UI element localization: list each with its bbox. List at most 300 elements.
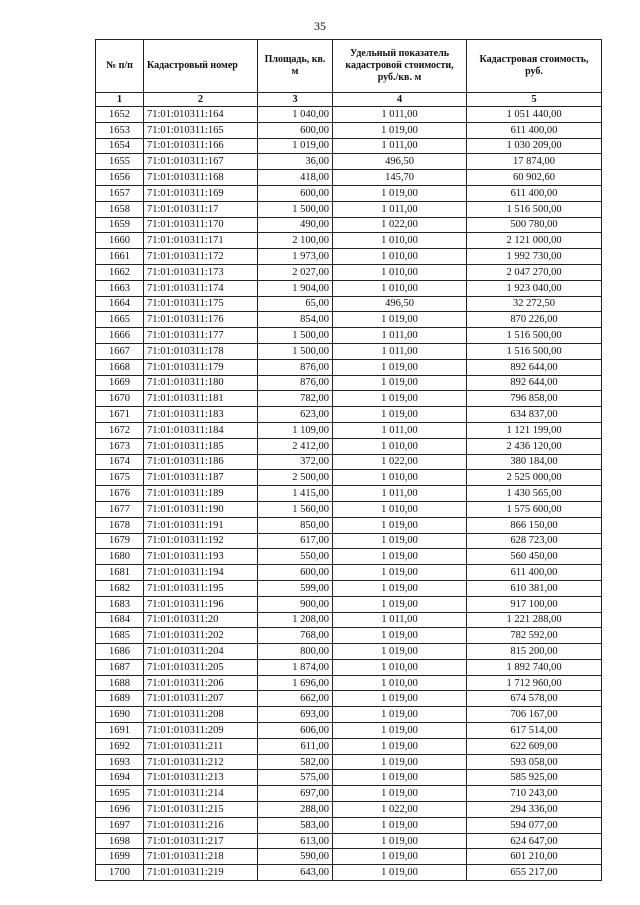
row-number-cell: 1691 bbox=[96, 723, 144, 739]
row-number-cell: 1658 bbox=[96, 201, 144, 217]
cadastral-number-cell: 71:01:010311:211 bbox=[144, 738, 258, 754]
table-row bbox=[96, 770, 602, 786]
area-cell: 643,00 bbox=[258, 865, 333, 881]
table-row bbox=[96, 233, 602, 249]
cadastral-value-cell: 2 121 000,00 bbox=[467, 233, 602, 249]
table-row bbox=[96, 470, 602, 486]
table-header-row bbox=[96, 40, 602, 93]
cadastral-number-cell: 71:01:010311:205 bbox=[144, 659, 258, 675]
cadastral-value-cell: 655 217,00 bbox=[467, 865, 602, 881]
cadastral-value-cell: 611 400,00 bbox=[467, 122, 602, 138]
page-number: 35 bbox=[314, 19, 326, 33]
cadastral-value-cell: 1 892 740,00 bbox=[467, 659, 602, 675]
cadastral-number-cell: 71:01:010311:212 bbox=[144, 754, 258, 770]
header-area: Площадь, кв. м bbox=[258, 40, 333, 93]
area-cell: 582,00 bbox=[258, 754, 333, 770]
specific-value-cell: 1 011,00 bbox=[333, 107, 467, 123]
row-number-cell: 1682 bbox=[96, 580, 144, 596]
row-number-cell: 1698 bbox=[96, 833, 144, 849]
table-row bbox=[96, 343, 602, 359]
specific-value-cell: 1 010,00 bbox=[333, 501, 467, 517]
table-row bbox=[96, 201, 602, 217]
row-number-cell: 1670 bbox=[96, 391, 144, 407]
area-cell: 662,00 bbox=[258, 691, 333, 707]
area-cell: 768,00 bbox=[258, 628, 333, 644]
area-cell: 599,00 bbox=[258, 580, 333, 596]
specific-value-cell: 1 019,00 bbox=[333, 185, 467, 201]
table-row bbox=[96, 170, 602, 186]
specific-value-cell: 1 019,00 bbox=[333, 122, 467, 138]
cadastral-value-cell: 628 723,00 bbox=[467, 533, 602, 549]
row-number-cell: 1663 bbox=[96, 280, 144, 296]
area-cell: 1 973,00 bbox=[258, 249, 333, 265]
specific-value-cell: 1 022,00 bbox=[333, 454, 467, 470]
table-row bbox=[96, 217, 602, 233]
cadastral-value-cell: 782 592,00 bbox=[467, 628, 602, 644]
table-row bbox=[96, 802, 602, 818]
specific-value-cell: 1 019,00 bbox=[333, 865, 467, 881]
cadastral-number-cell: 71:01:010311:174 bbox=[144, 280, 258, 296]
header-cadastral-value: Кадастровая стоимость, руб. bbox=[467, 40, 602, 93]
area-cell: 1 208,00 bbox=[258, 612, 333, 628]
row-number-cell: 1692 bbox=[96, 738, 144, 754]
table-row bbox=[96, 533, 602, 549]
header-row-number: № п/п bbox=[96, 40, 144, 93]
cadastral-value-cell: 815 200,00 bbox=[467, 644, 602, 660]
area-cell: 850,00 bbox=[258, 517, 333, 533]
table-row bbox=[96, 517, 602, 533]
area-cell: 600,00 bbox=[258, 565, 333, 581]
cadastral-value-cell: 1 121 199,00 bbox=[467, 422, 602, 438]
table-row bbox=[96, 296, 602, 312]
cadastral-value-cell: 500 780,00 bbox=[467, 217, 602, 233]
cadastral-value-cell: 866 150,00 bbox=[467, 517, 602, 533]
column-number: 1 bbox=[96, 93, 144, 107]
column-number: 3 bbox=[258, 93, 333, 107]
table-row bbox=[96, 122, 602, 138]
table-row bbox=[96, 580, 602, 596]
area-cell: 1 696,00 bbox=[258, 675, 333, 691]
area-cell: 1 560,00 bbox=[258, 501, 333, 517]
cadastral-value-cell: 1 051 440,00 bbox=[467, 107, 602, 123]
cadastral-number-cell: 71:01:010311:17 bbox=[144, 201, 258, 217]
cadastral-number-cell: 71:01:010311:206 bbox=[144, 675, 258, 691]
area-cell: 800,00 bbox=[258, 644, 333, 660]
specific-value-cell: 1 019,00 bbox=[333, 754, 467, 770]
specific-value-cell: 1 019,00 bbox=[333, 359, 467, 375]
specific-value-cell: 1 010,00 bbox=[333, 233, 467, 249]
table-row bbox=[96, 707, 602, 723]
specific-value-cell: 1 019,00 bbox=[333, 817, 467, 833]
cadastral-value-cell: 917 100,00 bbox=[467, 596, 602, 612]
cadastral-number-cell: 71:01:010311:170 bbox=[144, 217, 258, 233]
specific-value-cell: 1 019,00 bbox=[333, 786, 467, 802]
table-row bbox=[96, 249, 602, 265]
specific-value-cell: 1 019,00 bbox=[333, 312, 467, 328]
table-row bbox=[96, 328, 602, 344]
area-cell: 600,00 bbox=[258, 185, 333, 201]
row-number-cell: 1686 bbox=[96, 644, 144, 660]
area-cell: 876,00 bbox=[258, 375, 333, 391]
cadastral-number-cell: 71:01:010311:189 bbox=[144, 486, 258, 502]
cadastral-value-table bbox=[95, 39, 602, 881]
cadastral-number-cell: 71:01:010311:20 bbox=[144, 612, 258, 628]
row-number-cell: 1684 bbox=[96, 612, 144, 628]
table-row bbox=[96, 691, 602, 707]
row-number-cell: 1700 bbox=[96, 865, 144, 881]
area-cell: 2 500,00 bbox=[258, 470, 333, 486]
specific-value-cell: 1 011,00 bbox=[333, 422, 467, 438]
cadastral-number-cell: 71:01:010311:209 bbox=[144, 723, 258, 739]
table-row bbox=[96, 280, 602, 296]
specific-value-cell: 1 010,00 bbox=[333, 659, 467, 675]
cadastral-number-cell: 71:01:010311:194 bbox=[144, 565, 258, 581]
area-cell: 854,00 bbox=[258, 312, 333, 328]
cadastral-value-cell: 674 578,00 bbox=[467, 691, 602, 707]
cadastral-value-cell: 601 210,00 bbox=[467, 849, 602, 865]
table-row bbox=[96, 407, 602, 423]
cadastral-number-cell: 71:01:010311:217 bbox=[144, 833, 258, 849]
row-number-cell: 1665 bbox=[96, 312, 144, 328]
specific-value-cell: 1 011,00 bbox=[333, 612, 467, 628]
table-row bbox=[96, 438, 602, 454]
cadastral-number-cell: 71:01:010311:165 bbox=[144, 122, 258, 138]
specific-value-cell: 1 019,00 bbox=[333, 517, 467, 533]
table-row bbox=[96, 628, 602, 644]
row-number-cell: 1681 bbox=[96, 565, 144, 581]
cadastral-number-cell: 71:01:010311:166 bbox=[144, 138, 258, 154]
cadastral-number-cell: 71:01:010311:178 bbox=[144, 343, 258, 359]
area-cell: 1 500,00 bbox=[258, 343, 333, 359]
specific-value-cell: 1 011,00 bbox=[333, 138, 467, 154]
cadastral-number-cell: 71:01:010311:208 bbox=[144, 707, 258, 723]
area-cell: 1 040,00 bbox=[258, 107, 333, 123]
table-row bbox=[96, 849, 602, 865]
specific-value-cell: 1 019,00 bbox=[333, 407, 467, 423]
specific-value-cell: 1 011,00 bbox=[333, 486, 467, 502]
cadastral-number-cell: 71:01:010311:190 bbox=[144, 501, 258, 517]
specific-value-cell: 1 019,00 bbox=[333, 770, 467, 786]
specific-value-cell: 1 022,00 bbox=[333, 802, 467, 818]
cadastral-value-cell: 17 874,00 bbox=[467, 154, 602, 170]
area-cell: 900,00 bbox=[258, 596, 333, 612]
cadastral-value-cell: 622 609,00 bbox=[467, 738, 602, 754]
row-number-cell: 1655 bbox=[96, 154, 144, 170]
row-number-cell: 1675 bbox=[96, 470, 144, 486]
row-number-cell: 1678 bbox=[96, 517, 144, 533]
table-row bbox=[96, 786, 602, 802]
table-row bbox=[96, 549, 602, 565]
cadastral-value-cell: 380 184,00 bbox=[467, 454, 602, 470]
area-cell: 1 019,00 bbox=[258, 138, 333, 154]
row-number-cell: 1654 bbox=[96, 138, 144, 154]
row-number-cell: 1661 bbox=[96, 249, 144, 265]
area-cell: 876,00 bbox=[258, 359, 333, 375]
row-number-cell: 1693 bbox=[96, 754, 144, 770]
cadastral-value-cell: 585 925,00 bbox=[467, 770, 602, 786]
area-cell: 590,00 bbox=[258, 849, 333, 865]
specific-value-cell: 1 019,00 bbox=[333, 833, 467, 849]
area-cell: 600,00 bbox=[258, 122, 333, 138]
specific-value-cell: 1 010,00 bbox=[333, 438, 467, 454]
area-cell: 418,00 bbox=[258, 170, 333, 186]
specific-value-cell: 1 019,00 bbox=[333, 849, 467, 865]
specific-value-cell: 1 010,00 bbox=[333, 264, 467, 280]
specific-value-cell: 145,70 bbox=[333, 170, 467, 186]
area-cell: 693,00 bbox=[258, 707, 333, 723]
area-cell: 372,00 bbox=[258, 454, 333, 470]
table-row bbox=[96, 264, 602, 280]
cadastral-number-cell: 71:01:010311:193 bbox=[144, 549, 258, 565]
row-number-cell: 1656 bbox=[96, 170, 144, 186]
row-number-cell: 1672 bbox=[96, 422, 144, 438]
specific-value-cell: 1 019,00 bbox=[333, 644, 467, 660]
row-number-cell: 1673 bbox=[96, 438, 144, 454]
row-number-cell: 1685 bbox=[96, 628, 144, 644]
cadastral-value-cell: 2 047 270,00 bbox=[467, 264, 602, 280]
area-cell: 606,00 bbox=[258, 723, 333, 739]
area-cell: 2 027,00 bbox=[258, 264, 333, 280]
specific-value-cell: 1 011,00 bbox=[333, 343, 467, 359]
cadastral-value-cell: 706 167,00 bbox=[467, 707, 602, 723]
cadastral-number-cell: 71:01:010311:202 bbox=[144, 628, 258, 644]
row-number-cell: 1688 bbox=[96, 675, 144, 691]
row-number-cell: 1697 bbox=[96, 817, 144, 833]
row-number-cell: 1695 bbox=[96, 786, 144, 802]
cadastral-number-cell: 71:01:010311:207 bbox=[144, 691, 258, 707]
row-number-cell: 1659 bbox=[96, 217, 144, 233]
area-cell: 1 874,00 bbox=[258, 659, 333, 675]
cadastral-number-cell: 71:01:010311:168 bbox=[144, 170, 258, 186]
row-number-cell: 1699 bbox=[96, 849, 144, 865]
table-row bbox=[96, 138, 602, 154]
area-cell: 1 109,00 bbox=[258, 422, 333, 438]
area-cell: 617,00 bbox=[258, 533, 333, 549]
specific-value-cell: 1 010,00 bbox=[333, 249, 467, 265]
cadastral-number-cell: 71:01:010311:215 bbox=[144, 802, 258, 818]
cadastral-number-cell: 71:01:010311:175 bbox=[144, 296, 258, 312]
cadastral-number-cell: 71:01:010311:173 bbox=[144, 264, 258, 280]
area-cell: 36,00 bbox=[258, 154, 333, 170]
area-cell: 1 500,00 bbox=[258, 328, 333, 344]
area-cell: 2 100,00 bbox=[258, 233, 333, 249]
specific-value-cell: 1 010,00 bbox=[333, 675, 467, 691]
specific-value-cell: 1 011,00 bbox=[333, 201, 467, 217]
cadastral-value-cell: 634 837,00 bbox=[467, 407, 602, 423]
table-row bbox=[96, 422, 602, 438]
specific-value-cell: 1 019,00 bbox=[333, 723, 467, 739]
cadastral-value-cell: 617 514,00 bbox=[467, 723, 602, 739]
specific-value-cell: 1 019,00 bbox=[333, 580, 467, 596]
area-cell: 1 904,00 bbox=[258, 280, 333, 296]
area-cell: 1 500,00 bbox=[258, 201, 333, 217]
cadastral-value-cell: 60 902,60 bbox=[467, 170, 602, 186]
specific-value-cell: 1 019,00 bbox=[333, 628, 467, 644]
cadastral-value-cell: 1 516 500,00 bbox=[467, 343, 602, 359]
cadastral-number-cell: 71:01:010311:186 bbox=[144, 454, 258, 470]
cadastral-number-cell: 71:01:010311:187 bbox=[144, 470, 258, 486]
row-number-cell: 1664 bbox=[96, 296, 144, 312]
cadastral-value-cell: 611 400,00 bbox=[467, 185, 602, 201]
specific-value-cell: 1 019,00 bbox=[333, 375, 467, 391]
cadastral-value-cell: 1 221 288,00 bbox=[467, 612, 602, 628]
cadastral-number-cell: 71:01:010311:218 bbox=[144, 849, 258, 865]
row-number-cell: 1674 bbox=[96, 454, 144, 470]
specific-value-cell: 1 019,00 bbox=[333, 691, 467, 707]
table-row bbox=[96, 817, 602, 833]
column-numbers-row bbox=[96, 93, 602, 107]
cadastral-value-cell: 710 243,00 bbox=[467, 786, 602, 802]
cadastral-number-cell: 71:01:010311:216 bbox=[144, 817, 258, 833]
row-number-cell: 1694 bbox=[96, 770, 144, 786]
row-number-cell: 1669 bbox=[96, 375, 144, 391]
column-number: 2 bbox=[144, 93, 258, 107]
specific-value-cell: 1 019,00 bbox=[333, 596, 467, 612]
area-cell: 490,00 bbox=[258, 217, 333, 233]
row-number-cell: 1667 bbox=[96, 343, 144, 359]
table-row bbox=[96, 738, 602, 754]
table-row bbox=[96, 391, 602, 407]
cadastral-number-cell: 71:01:010311:180 bbox=[144, 375, 258, 391]
cadastral-number-cell: 71:01:010311:176 bbox=[144, 312, 258, 328]
cadastral-value-cell: 294 336,00 bbox=[467, 802, 602, 818]
table-row bbox=[96, 596, 602, 612]
column-number: 4 bbox=[333, 93, 467, 107]
cadastral-value-cell: 1 923 040,00 bbox=[467, 280, 602, 296]
cadastral-number-cell: 71:01:010311:219 bbox=[144, 865, 258, 881]
specific-value-cell: 1 022,00 bbox=[333, 217, 467, 233]
table-row bbox=[96, 612, 602, 628]
area-cell: 288,00 bbox=[258, 802, 333, 818]
cadastral-number-cell: 71:01:010311:196 bbox=[144, 596, 258, 612]
cadastral-value-cell: 870 226,00 bbox=[467, 312, 602, 328]
row-number-cell: 1653 bbox=[96, 122, 144, 138]
row-number-cell: 1690 bbox=[96, 707, 144, 723]
table-row bbox=[96, 312, 602, 328]
specific-value-cell: 496,50 bbox=[333, 154, 467, 170]
area-cell: 65,00 bbox=[258, 296, 333, 312]
table-row bbox=[96, 454, 602, 470]
cadastral-number-cell: 71:01:010311:185 bbox=[144, 438, 258, 454]
cadastral-value-cell: 611 400,00 bbox=[467, 565, 602, 581]
cadastral-value-cell: 796 858,00 bbox=[467, 391, 602, 407]
header-specific-value: Удельный показатель кадастровой стоимости, руб./кв. м bbox=[333, 40, 467, 93]
table-body bbox=[96, 107, 602, 881]
specific-value-cell: 1 019,00 bbox=[333, 738, 467, 754]
cadastral-number-cell: 71:01:010311:213 bbox=[144, 770, 258, 786]
area-cell: 575,00 bbox=[258, 770, 333, 786]
cadastral-value-cell: 610 381,00 bbox=[467, 580, 602, 596]
cadastral-number-cell: 71:01:010311:204 bbox=[144, 644, 258, 660]
area-cell: 550,00 bbox=[258, 549, 333, 565]
table-row bbox=[96, 644, 602, 660]
area-cell: 697,00 bbox=[258, 786, 333, 802]
area-cell: 611,00 bbox=[258, 738, 333, 754]
specific-value-cell: 1 019,00 bbox=[333, 549, 467, 565]
row-number-cell: 1683 bbox=[96, 596, 144, 612]
cadastral-number-cell: 71:01:010311:214 bbox=[144, 786, 258, 802]
cadastral-value-cell: 2 436 120,00 bbox=[467, 438, 602, 454]
row-number-cell: 1652 bbox=[96, 107, 144, 123]
row-number-cell: 1660 bbox=[96, 233, 144, 249]
row-number-cell: 1676 bbox=[96, 486, 144, 502]
cadastral-value-cell: 593 058,00 bbox=[467, 754, 602, 770]
cadastral-value-cell: 892 644,00 bbox=[467, 359, 602, 375]
table-row bbox=[96, 501, 602, 517]
specific-value-cell: 1 019,00 bbox=[333, 707, 467, 723]
row-number-cell: 1657 bbox=[96, 185, 144, 201]
column-number: 5 bbox=[467, 93, 602, 107]
cadastral-value-cell: 1 030 209,00 bbox=[467, 138, 602, 154]
specific-value-cell: 1 019,00 bbox=[333, 565, 467, 581]
cadastral-value-cell: 32 272,50 bbox=[467, 296, 602, 312]
cadastral-number-cell: 71:01:010311:177 bbox=[144, 328, 258, 344]
cadastral-number-cell: 71:01:010311:192 bbox=[144, 533, 258, 549]
table-row bbox=[96, 833, 602, 849]
specific-value-cell: 1 011,00 bbox=[333, 328, 467, 344]
cadastral-value-cell: 624 647,00 bbox=[467, 833, 602, 849]
cadastral-number-cell: 71:01:010311:183 bbox=[144, 407, 258, 423]
cadastral-value-cell: 2 525 000,00 bbox=[467, 470, 602, 486]
cadastral-value-cell: 1 516 500,00 bbox=[467, 328, 602, 344]
specific-value-cell: 1 010,00 bbox=[333, 280, 467, 296]
row-number-cell: 1668 bbox=[96, 359, 144, 375]
specific-value-cell: 1 019,00 bbox=[333, 391, 467, 407]
table-row bbox=[96, 486, 602, 502]
table-row bbox=[96, 185, 602, 201]
cadastral-value-cell: 560 450,00 bbox=[467, 549, 602, 565]
table-row bbox=[96, 675, 602, 691]
area-cell: 623,00 bbox=[258, 407, 333, 423]
row-number-cell: 1679 bbox=[96, 533, 144, 549]
table-row bbox=[96, 359, 602, 375]
area-cell: 583,00 bbox=[258, 817, 333, 833]
cadastral-number-cell: 71:01:010311:191 bbox=[144, 517, 258, 533]
table-row bbox=[96, 375, 602, 391]
row-number-cell: 1696 bbox=[96, 802, 144, 818]
specific-value-cell: 1 010,00 bbox=[333, 470, 467, 486]
cadastral-number-cell: 71:01:010311:172 bbox=[144, 249, 258, 265]
cadastral-value-cell: 1 712 960,00 bbox=[467, 675, 602, 691]
cadastral-value-cell: 1 575 600,00 bbox=[467, 501, 602, 517]
cadastral-number-cell: 71:01:010311:171 bbox=[144, 233, 258, 249]
cadastral-number-cell: 71:01:010311:181 bbox=[144, 391, 258, 407]
cadastral-value-cell: 892 644,00 bbox=[467, 375, 602, 391]
cadastral-number-cell: 71:01:010311:184 bbox=[144, 422, 258, 438]
header-cadastral-number: Кадастровый номер bbox=[144, 40, 258, 93]
row-number-cell: 1687 bbox=[96, 659, 144, 675]
table-row bbox=[96, 865, 602, 881]
table-row bbox=[96, 107, 602, 123]
area-cell: 2 412,00 bbox=[258, 438, 333, 454]
area-cell: 782,00 bbox=[258, 391, 333, 407]
row-number-cell: 1677 bbox=[96, 501, 144, 517]
cadastral-number-cell: 71:01:010311:195 bbox=[144, 580, 258, 596]
row-number-cell: 1666 bbox=[96, 328, 144, 344]
row-number-cell: 1671 bbox=[96, 407, 144, 423]
cadastral-number-cell: 71:01:010311:164 bbox=[144, 107, 258, 123]
cadastral-value-cell: 1 430 565,00 bbox=[467, 486, 602, 502]
table-row bbox=[96, 565, 602, 581]
cadastral-number-cell: 71:01:010311:167 bbox=[144, 154, 258, 170]
row-number-cell: 1662 bbox=[96, 264, 144, 280]
table-row bbox=[96, 723, 602, 739]
area-cell: 1 415,00 bbox=[258, 486, 333, 502]
table-row bbox=[96, 154, 602, 170]
row-number-cell: 1680 bbox=[96, 549, 144, 565]
specific-value-cell: 1 019,00 bbox=[333, 533, 467, 549]
cadastral-value-cell: 1 992 730,00 bbox=[467, 249, 602, 265]
